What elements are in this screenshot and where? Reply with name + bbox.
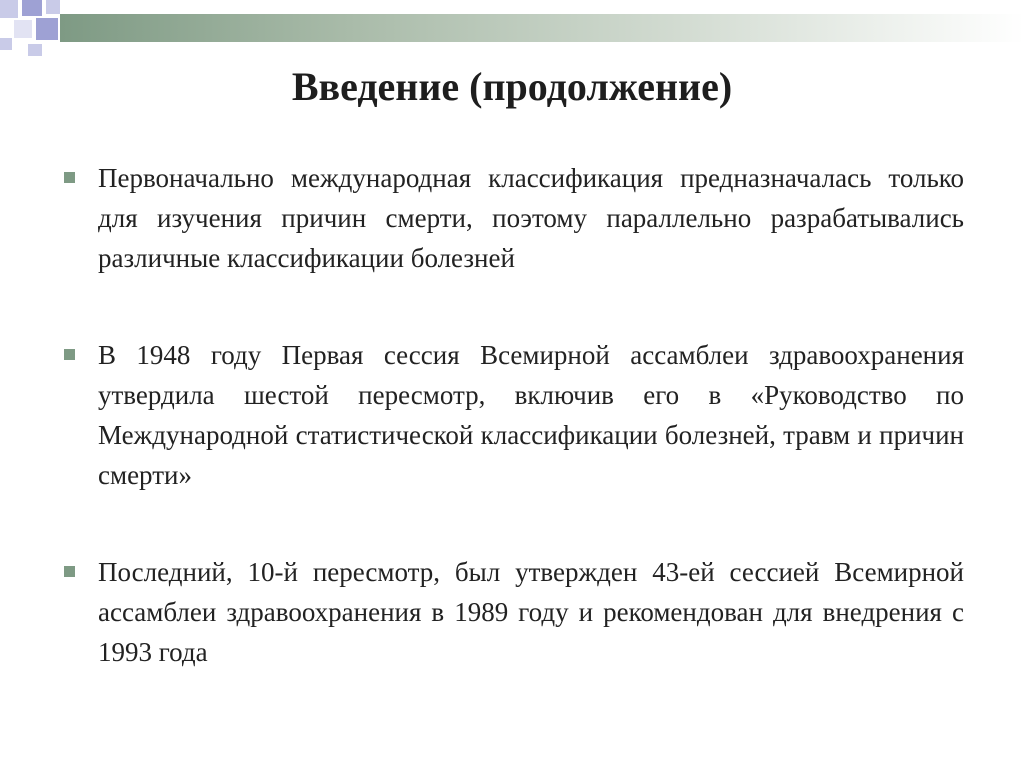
bullet-list <box>64 158 964 672</box>
decor-square <box>36 18 58 40</box>
bullet-item <box>64 158 964 278</box>
decor-square <box>22 0 42 16</box>
bullet-text: Последний, 10-й пересмотр, был утвержден 43-ей сессией Всемирной ассамблеи здравоохранения в 1989 году и рекомендован для внедрения с 1993 года <box>98 557 964 667</box>
bullet-text: Первоначально международная классификация предназначалась только для изучения причин смерти, поэтому параллельно разрабатывались различные классификации болезней <box>98 163 964 273</box>
decor-square <box>46 0 60 14</box>
decor-square <box>0 0 18 18</box>
square-bullet-icon <box>64 172 75 183</box>
bullet-item <box>64 335 964 495</box>
square-bullet-icon <box>64 566 75 577</box>
header-decoration <box>0 0 1024 60</box>
bullet-text: В 1948 году Первая сессия Всемирной ассамблеи здравоохранения утвердила шестой пересмотр, включив его в «Руководство по Международной статистической классификации болезней, травм и причин смерти» <box>98 340 964 490</box>
bullet-item <box>64 552 964 672</box>
slide-title: Введение (продолжение) <box>291 64 733 109</box>
decor-square <box>14 20 32 38</box>
header-gradient-bar <box>60 14 1024 42</box>
square-bullet-icon <box>64 349 75 360</box>
decor-square <box>0 38 12 50</box>
decor-square <box>28 44 42 56</box>
